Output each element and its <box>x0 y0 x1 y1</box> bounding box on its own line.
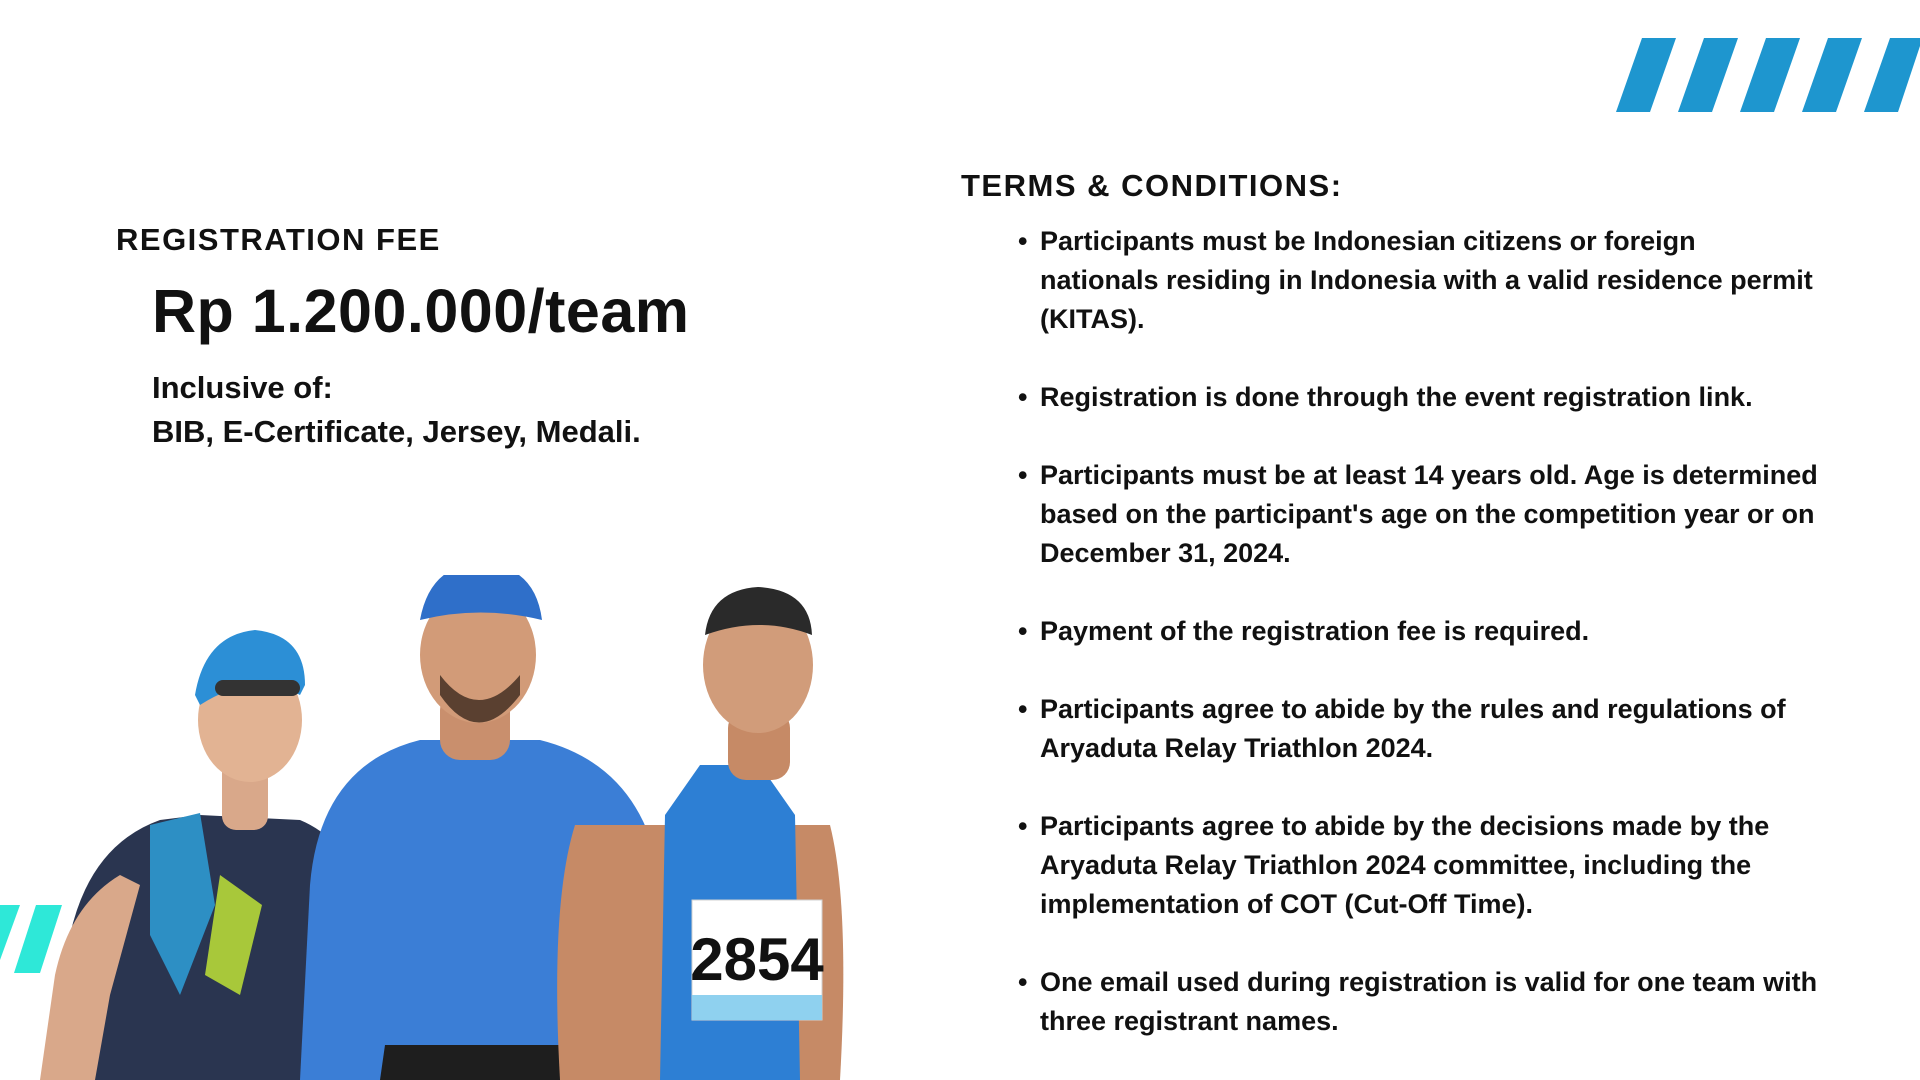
inclusive-section <box>152 366 641 454</box>
inclusive-items: BIB, E-Certificate, Jersey, Medali. <box>152 414 641 449</box>
terms-item <box>1018 222 1820 339</box>
inclusive-label: Inclusive of: <box>152 370 333 405</box>
terms-item-text: Participants must be Indonesian citizens or foreign nationals residing in Indonesia with a valid residence permit (KITAS). <box>1040 226 1813 334</box>
terms-item <box>1018 612 1820 651</box>
stripe-shapes <box>1616 38 1920 112</box>
bullet-icon: • <box>1018 811 1028 841</box>
registration-fee-heading: REGISTRATION FEE <box>116 222 441 257</box>
bullet-icon: • <box>1018 967 1028 997</box>
terms-list <box>1018 222 1820 1080</box>
runner-figure <box>557 587 843 1080</box>
terms-item-text: Registration is done through the event registration link. <box>1040 382 1753 412</box>
bib-number: 2854 <box>690 926 824 993</box>
registration-price: Rp 1.200.000/team <box>152 277 690 345</box>
terms-item-text: Payment of the registration fee is required. <box>1040 616 1590 646</box>
terms-item-text: Participants agree to abide by the rules and regulations of Aryaduta Relay Triathlon 2024. <box>1040 694 1786 763</box>
athletes-photo <box>0 575 962 1080</box>
terms-item-text: Participants must be at least 14 years old. Age is determined based on the participant's age on the competition year or on December 31, 2024. <box>1040 460 1818 568</box>
terms-item-text: Participants agree to abide by the decisions made by the Aryaduta Relay Triathlon 2024 committee, including the implementation of COT (Cut-Off Time). <box>1040 811 1770 919</box>
terms-item-text: One email used during registration is valid for one team with three registrant names. <box>1040 967 1818 1036</box>
bullet-icon: • <box>1018 694 1028 724</box>
bullet-icon: • <box>1018 616 1028 646</box>
terms-item <box>1018 963 1820 1041</box>
terms-item <box>1018 807 1820 924</box>
bullet-icon: • <box>1018 382 1028 412</box>
bullet-icon: • <box>1018 226 1028 256</box>
bullet-icon: • <box>1018 460 1028 490</box>
terms-item <box>1018 456 1820 573</box>
terms-item <box>1018 690 1820 768</box>
terms-heading: TERMS & CONDITIONS: <box>961 168 1343 203</box>
terms-item <box>1018 378 1820 417</box>
decorative-stripes-top <box>1616 38 1920 112</box>
